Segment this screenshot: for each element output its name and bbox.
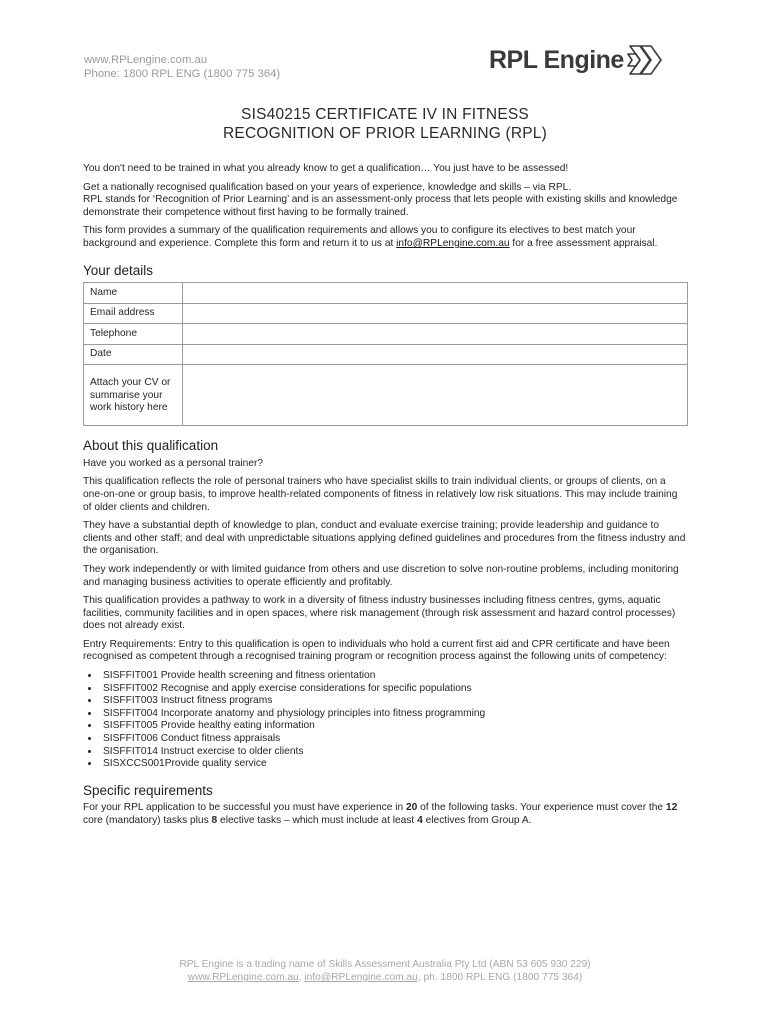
intro-p3-after: for a free assessment appraisal. xyxy=(509,237,658,249)
intro-paragraph-1: You don't need to be trained in what you already know to get a qualification… You just have to be assessed! xyxy=(83,163,569,174)
about-paragraph-4: This qualification provides a pathway to work in a diversity of fitness industry businesses including fitness centres, gyms, aquatic facilities, community facilities and in open spaces, where risk management (through risk assessment and hazard control processes) does not already exist. xyxy=(83,595,676,632)
logo xyxy=(489,42,666,78)
specific-n3: 8 xyxy=(211,815,218,826)
details-row-email xyxy=(84,303,688,324)
title-line-2: RECOGNITION OF PRIOR LEARNING (RPL) xyxy=(223,125,547,142)
intro-p2-line2: RPL stands for ‘Recognition of Prior Learning’ and is an assessment-only process that lets people with existing skills and knowledge demonstrate their competence without first having to be formally trained. xyxy=(83,194,678,218)
cv-field[interactable] xyxy=(183,365,688,426)
intro-p2-line1: Get a nationally recognised qualification based on your years of experience, knowledge and skills – via RPL. xyxy=(83,181,572,193)
list-item: • SISFFIT014 Instruct exercise to older clients xyxy=(100,746,688,759)
list-item: • SISFFIT006 Conduct fitness appraisals xyxy=(100,733,688,746)
email-label: Email address xyxy=(84,303,183,324)
specific-requirements-text xyxy=(83,802,688,827)
footer-contact xyxy=(0,971,770,984)
header-phone: Phone: 1800 RPL ENG (1800 775 364) xyxy=(84,68,281,80)
details-row-date xyxy=(84,344,688,365)
about-paragraph-3: They work independently or with limited guidance from others and use discretion to solve non-routine problems, including monitoring and managing business activities to operate efficiently and profitably. xyxy=(83,563,679,588)
your-details-heading: Your details xyxy=(83,262,154,278)
intro-p3-before: This form provides a summary of the qualification requirements and allows you to configure its electives to best match your background and experience. Complete this form and return it to us at xyxy=(83,225,636,249)
footer xyxy=(0,958,770,984)
about-paragraph-1: This qualification reflects the role of personal trainers who have specialist skills to train individual clients, or groups of clients, on a one-on-one or group basis, to improve health-related components of fitness in relatively low risk situations. This may include training of older clients and children. xyxy=(83,476,678,513)
list-item: • SISFFIT001 Provide health screening and fitness orientation xyxy=(100,670,688,683)
footer-website-link[interactable]: www.RPLengine.com.au xyxy=(187,972,299,983)
specific-t3: core (mandatory) tasks plus xyxy=(83,815,212,826)
email-field[interactable] xyxy=(183,303,688,324)
intro-paragraph-2 xyxy=(83,182,688,220)
document-title xyxy=(0,105,770,143)
document-content xyxy=(83,163,688,834)
specific-n1: 20 xyxy=(405,802,418,814)
footer-phone: , ph. 1800 RPL ENG (1800 775 364) xyxy=(417,972,583,983)
logo-text: RPL Engine xyxy=(489,45,624,74)
specific-t4: elective tasks – which must include at least xyxy=(217,815,418,826)
title-line-1: SIS40215 CERTIFICATE IV IN FITNESS xyxy=(241,106,529,123)
telephone-field[interactable] xyxy=(183,324,688,345)
details-row-telephone xyxy=(84,324,688,345)
footer-company: RPL Engine is a trading name of Skills Assessment Australia Pty Ltd (ABN 53 605 930 229) xyxy=(179,959,591,970)
list-item: • SISFFIT003 Instruct fitness programs xyxy=(100,695,688,708)
footer-sep: , xyxy=(298,972,305,983)
telephone-label: Telephone xyxy=(84,324,183,345)
intro-paragraph-3 xyxy=(83,225,688,250)
about-question: Have you worked as a personal trainer? xyxy=(83,457,264,469)
about-heading: About this qualification xyxy=(83,438,219,454)
details-table xyxy=(83,282,688,426)
details-row-cv xyxy=(84,365,688,426)
units-list xyxy=(83,670,688,771)
name-label: Name xyxy=(84,283,183,304)
list-item: • SISXCCS001Provide quality service xyxy=(100,758,688,771)
list-item: • SISFFIT002 Recognise and apply exercise considerations for specific populations xyxy=(100,683,688,696)
entry-requirements: Entry Requirements: Entry to this qualification is open to individuals who hold a current first aid and CPR certificate and have been recognised as competent through a recognised training program or recognition process against the following units of competency: xyxy=(83,638,670,663)
specific-requirements-heading: Specific requirements xyxy=(83,782,213,798)
about-paragraph-2: They have a substantial depth of knowledge to plan, conduct and evaluate exercise training; provide leadership and guidance to clients and other staff; and deal with unpredictable situations applying defined guidelines and procedures from the fitness industry and the organisation. xyxy=(83,520,686,557)
date-field[interactable] xyxy=(183,344,688,365)
header-website: www.RPLengine.com.au xyxy=(84,54,208,66)
list-item: • SISFFIT004 Incorporate anatomy and physiology principles into fitness programming xyxy=(100,708,688,721)
chevrons-logo-icon xyxy=(626,42,666,78)
header-contact xyxy=(84,53,280,81)
cv-label: Attach your CV or summarise your work history here xyxy=(84,365,183,426)
footer-email-link[interactable]: info@RPLengine.com.au xyxy=(304,972,418,983)
specific-t5: electives from Group A. xyxy=(422,815,532,826)
list-item: • SISFFIT005 Provide healthy eating information xyxy=(100,720,688,733)
details-row-name xyxy=(84,283,688,304)
specific-n2: 12 xyxy=(665,802,678,814)
intro-email-link[interactable]: info@RPLengine.com.au xyxy=(396,237,510,249)
name-field[interactable] xyxy=(183,283,688,304)
specific-n4: 4 xyxy=(417,815,423,826)
date-label: Date xyxy=(84,344,183,365)
specific-t1: For your RPL application to be successful you must have experience in xyxy=(83,802,406,814)
specific-t2: of the following tasks. Your experience must cover the xyxy=(417,802,666,814)
